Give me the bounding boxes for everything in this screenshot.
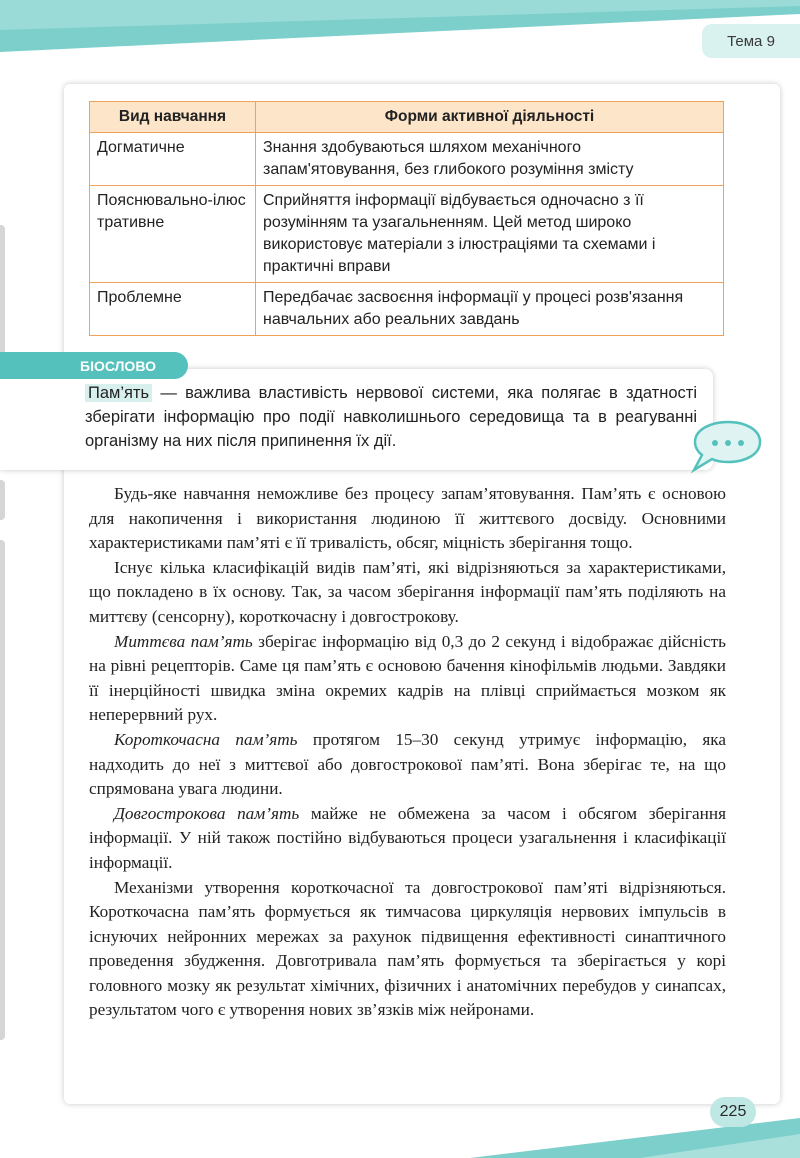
table-cell-type: Проблемне — [90, 283, 256, 336]
table-cell-type: Догматичне — [90, 133, 256, 186]
paragraph-italic-lead: Короткочасна пам’ять — [114, 729, 298, 749]
paragraph — [89, 482, 726, 556]
paragraph-text: Будь-яке навчання неможливе без процесу запам’ятовування. Пам’ять є основою для накопичення і використання людиною її життєвого досвіду. Основними характеристиками пам’яті є її тривалість, обсяг, міцність зберігання тощо. — [89, 484, 726, 553]
footer-band — [0, 1110, 800, 1158]
table-cell-forms: Сприйняття інформації відбувається одночасно з її розумінням та узагальненням. Цей метод широко використовує матеріали з ілюстраціями та схемами і практичні вправи — [256, 186, 724, 283]
bioslovo-label: БІОСЛОВО — [0, 352, 188, 379]
paragraph-text: зберігає інформацію від 0,3 до 2 секунд і відображає дійсність на рівні рецепторів. Саме ця пам’ять є основою бачення кінофільмів людьми. Завдяки її інерційності швидка зміна окремих кадрів на плівці сприймається мозком як неперервний рух. — [89, 631, 726, 725]
table-cell-type: Пояснювально-ілюстративне — [90, 186, 256, 283]
table-cell-forms: Передбачає засвоєння інформації у процесі розв'язання навчальних або реальних завдань — [256, 283, 724, 336]
side-marker — [0, 540, 5, 1040]
bioslovo-term: Пам’ять — [85, 384, 152, 402]
table-row — [90, 133, 724, 186]
table-cell-forms: Знання здобуваються шляхом механічного запам'ятовування, без глибокого розуміння змісту — [256, 133, 724, 186]
paragraph — [89, 556, 726, 630]
page-number: 225 — [710, 1097, 756, 1127]
topic-tab: Тема 9 — [702, 24, 800, 58]
paragraph — [89, 802, 726, 876]
paragraph-text: Механізми утворення короткочасної та довгострокової пам’яті відрізняються. Короткочасна пам’ять формується як тимчасова циркуляція нервових імпульсів в існуючих нейронних мережах за рахунок підвищення ефективності синаптичного проведення збудження. Довготривала пам’ять формується та зберігається у корі головного мозку як результат хімічних, фізичних і анатомічних перебудов у синапсах, результатом чого є утворення нових зв’язків між нейронами. — [89, 877, 726, 1020]
paragraph — [89, 876, 726, 1024]
paragraph-text: Існує кілька класифікацій видів пам’яті, які відрізняються за характеристиками, що покладено в їх основу. Так, за часом зберігання інформації пам’ять поділяють на миттєву (сенсорну), короткочасну і довгострокову. — [89, 557, 726, 626]
bioslovo-definition-text: — важлива властивість нервової системи, яка полягає в здатності зберігати інформацію про події навколишнього середовища та в реагуванні організму на них після припинення їх дії. — [85, 384, 697, 450]
table-row — [90, 283, 724, 336]
paragraph — [89, 728, 726, 802]
paragraph-text: протягом 15–30 секунд утримує інформацію, яка надходить до неї з миттєвої або довгострокової пам’яті. Вона зберігає те, на що спрямована увага людини. — [89, 729, 726, 799]
learning-types-table — [89, 101, 724, 336]
paragraph — [89, 630, 726, 728]
body-text — [89, 482, 726, 1023]
paragraph-italic-lead: Довгострокова пам’ять — [114, 803, 300, 823]
paragraph-italic-lead: Миттєва пам’ять — [114, 631, 253, 651]
paragraph-text: майже не обмежена за часом і обсягом зберігання інформації. У ній також постійно відбуваються процеси узагальнення і класифікації інформації. — [89, 803, 726, 872]
table-header-row — [90, 102, 724, 133]
bioslovo-definition — [85, 381, 697, 453]
speech-bubble-icon — [688, 418, 764, 474]
table-header-cell: Вид навчання — [90, 102, 256, 133]
side-marker — [0, 480, 5, 520]
table-row — [90, 186, 724, 283]
table-header-cell: Форми активної діяльності — [256, 102, 724, 133]
